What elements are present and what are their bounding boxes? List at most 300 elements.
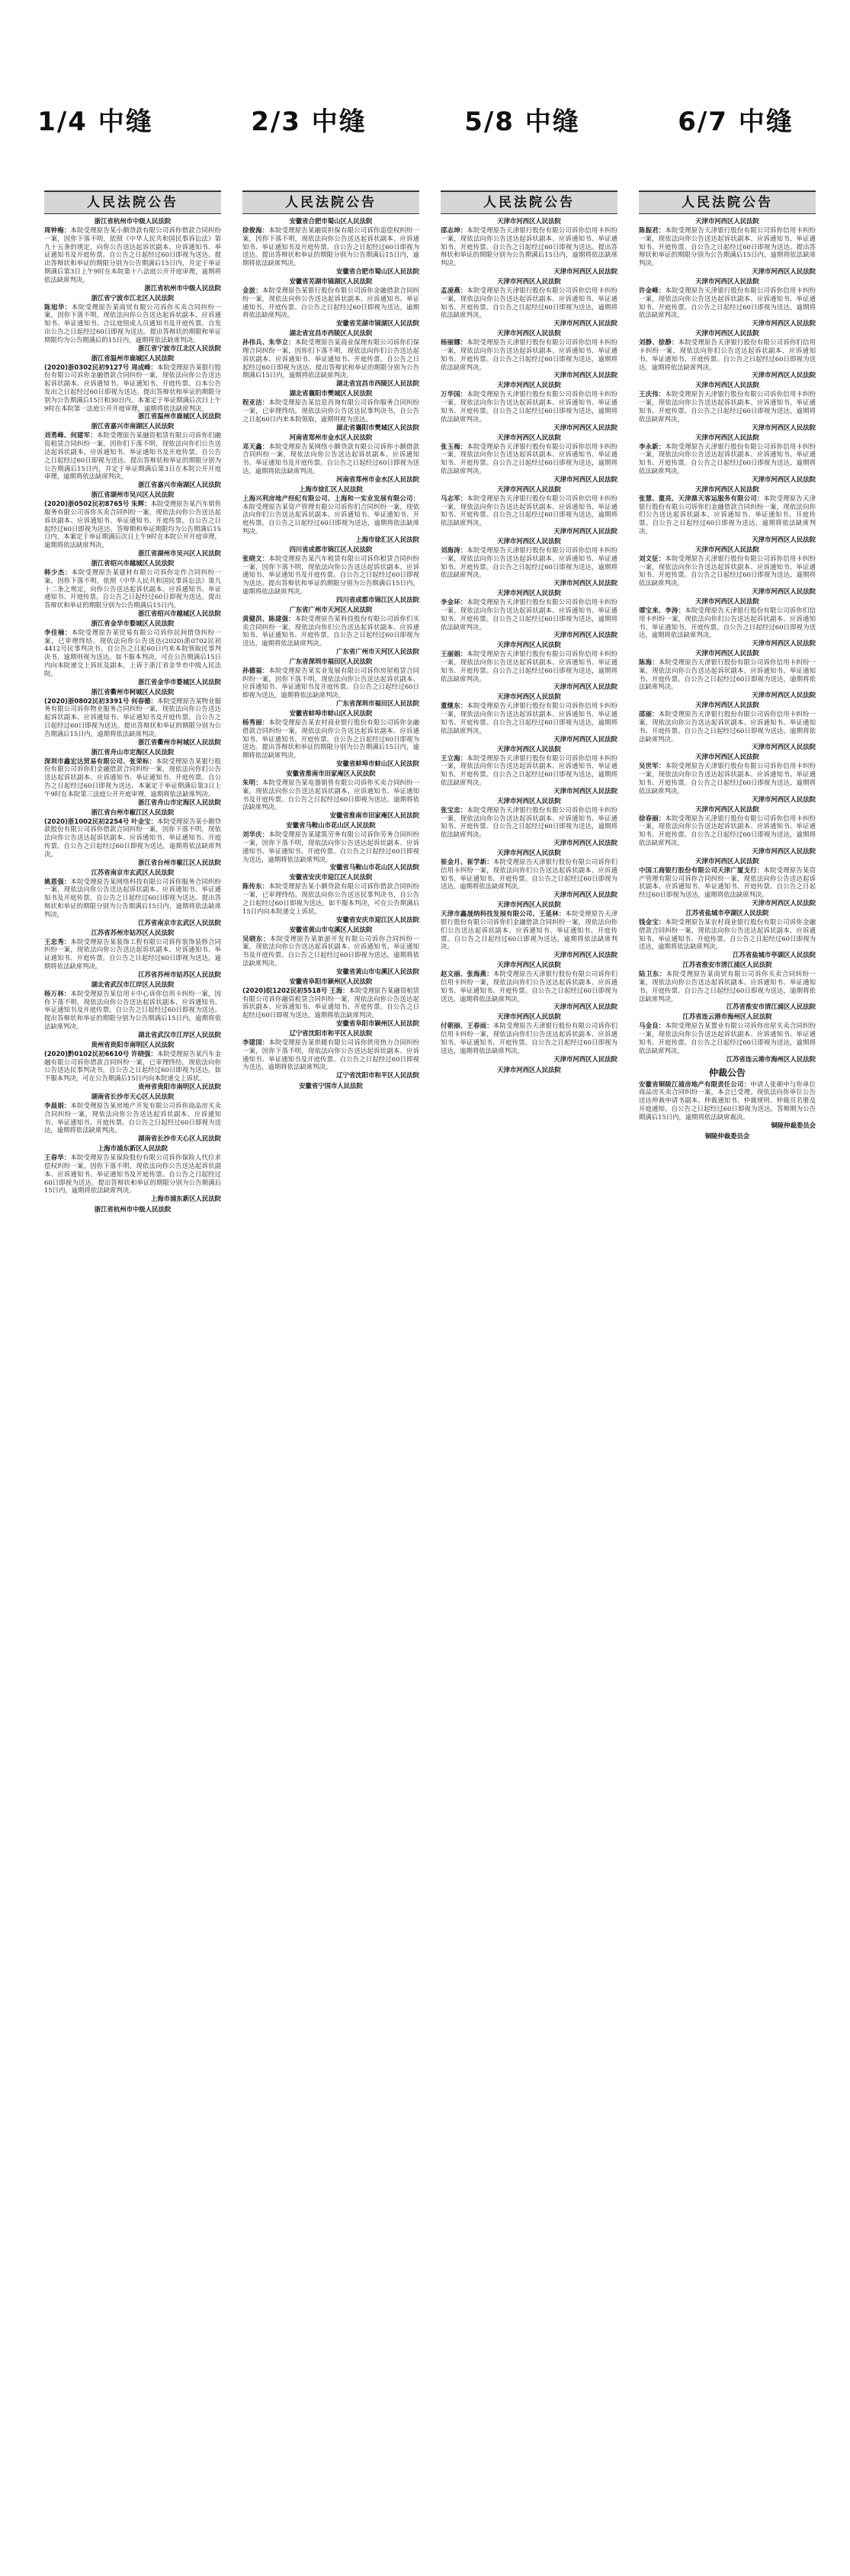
- court-notice: [242, 606, 419, 656]
- notice-party: 谭宝来、李涛：: [639, 606, 685, 614]
- notice-court-title: 天津市河西区人民法院: [497, 277, 561, 285]
- notice-text: [242, 286, 419, 319]
- notice-court-title: 上海市浦东新区人民法院: [97, 1144, 168, 1153]
- notice-text: [441, 286, 617, 319]
- notice-party: 韩少杰：: [44, 568, 72, 576]
- notice-body: 本院受理原告某贸易有限公司诉你民间借贷纠纷一案，已审理终结。现依法向你公告送达(2020)浙0702民初4412号民事判决书。自公告之日起60日内来本院领取民事判决书，逾期则视为送达。如不服本判决，可在公告期满后15日内向本院递交上诉状及副本，上诉于浙江省金华市中级人民法院。: [44, 628, 221, 677]
- notice-body: 本院受理原告某房地产开发有限公司诉你商品房买卖合同纠纷一案，现依法向你公告送达起诉状副本、应诉通知书、举证通知书、开庭传票。自公告之日起经过60日即视为送达，逾期将依法缺席判决。: [44, 1101, 221, 1134]
- notice-signature: 浙江省杭州市中级人民法院: [144, 283, 221, 292]
- notice-signature: 天津市河西区人民法院: [553, 526, 617, 535]
- court-notice: [44, 688, 221, 747]
- notice-body: 本院受理原告某信息咨询有限公司诉你服务合同纠纷一案，已审理终结。现依法向你公告送达民事判决书，自公告之日起60日内来本院领取，逾期则视为送达。: [242, 398, 419, 423]
- court-notice: [242, 926, 419, 976]
- column-header: 人民法院公告: [44, 190, 221, 214]
- notice-body: 本院受理原告某银行股份有限公司诉你们金融借款合同纠纷一案，现依法向你们公告送达起诉状副本、应诉通知书、举证通知书、开庭传票。自公告之日起经过60日即视为送达。本案定于举证期满后第3日上午9时在本院第三法庭公开开庭审理，逾期将依法缺席判决。: [44, 757, 221, 798]
- court-notice: [44, 869, 221, 927]
- court-notice: [44, 1041, 221, 1091]
- column-body: [441, 214, 617, 1074]
- notice-signature: 江苏省淮安市清江浦区人民法院: [726, 1003, 816, 1011]
- court-notice: [639, 381, 816, 431]
- notice-party: 王忠秀：: [44, 937, 71, 946]
- notice-court-title: 天津市河西区人民法院: [497, 217, 561, 225]
- notice-text: [242, 494, 419, 536]
- court-notice: [44, 422, 221, 489]
- notice-signature: 贵州省贵阳市南明区人民法院: [138, 1082, 221, 1090]
- notice-body: 本院受理原告某建筑劳务有限公司诉你劳务合同纠纷一案，因你下落不明，现依法向你公告送达起诉状副本、应诉通知书、举证通知书、开庭传票。自公告之日起经过60日即视为送达，逾期将依法缺席判决。: [242, 830, 419, 863]
- court-notice: [242, 1029, 419, 1080]
- notice-court-title: 四川省成都市锦江区人民法院: [289, 545, 373, 553]
- court-notice: [639, 857, 816, 907]
- notice-party: 杨秀丽：: [242, 718, 269, 727]
- arbitration-body: 申请人张朝申与你单位商品房买卖合同纠纷一案，本会已受理。现依法向你单位公告送达仲裁申请书副本、仲裁通知书、仲裁规则、仲裁员名册及开庭通知。自公告之日起经过60日即视为送达。答辩期为公告期满后15日内，逾期将依法缺席裁决。: [639, 1080, 816, 1121]
- notice-text: [242, 443, 419, 475]
- notice-party: 张宝忠：: [441, 805, 467, 814]
- notice-text: [44, 990, 221, 1031]
- notice-party: 陆卫东：: [639, 970, 666, 978]
- notice-party: 王立海：: [441, 754, 467, 762]
- notice-signature: 安徽省黄山市屯溪区人民法院: [336, 967, 419, 975]
- court-notice: [441, 537, 617, 587]
- notice-text: [242, 1038, 419, 1071]
- notice-court-title: 天津市河西区人民法院: [695, 701, 759, 709]
- notice-text: [639, 658, 816, 691]
- notice-text: [44, 878, 221, 919]
- court-notice: [441, 217, 617, 276]
- notice-body: 本院受理原告某物业服务有限公司诉你物业服务合同纠纷一案，现依法向你公告送达起诉状副本、应诉通知书、举证通知书及开庭传票。自公告之日起经过60日即视为送达。提出答辩状和举证的期限分别为公告期满后15日内，逾期将依法缺席判决。: [44, 696, 221, 738]
- notice-body: 本院受理原告天津银行股份有限公司诉你信用卡纠纷一案，现依法向你公告送达起诉状副本、应诉通知书、举证通知书、开庭传票。自公告之日起经过60日即视为送达，逾期将依法缺席判决。: [441, 650, 617, 683]
- notice-party: 刘静、徐静：: [639, 338, 678, 347]
- notice-text: [44, 1154, 221, 1195]
- notice-text: [242, 935, 419, 968]
- notice-text: [441, 970, 617, 1003]
- notice-court-title: 湖北省武汉市江岸区人民法院: [91, 980, 175, 988]
- notice-party: 孟凌燕：: [441, 286, 467, 294]
- notice-body: 本院受理原告某商业保理有限公司诉你们保理合同纠纷一案，因你们下落不明，现依法向你们公告送达起诉状副本、应诉通知书、举证通知书、开庭传票。自公告之日起经过60日即视为送达。提出答辩状和举证的期限分别为公告期满后15日内，逾期将依法缺席判决。: [242, 338, 419, 379]
- court-notice: [639, 753, 816, 803]
- notice-body: 本院受理原告某融资租赁有限公司诉你们融资租赁合同纠纷一案，因你们下落不明，现依法向你们公告送达起诉状副本、应诉通知书、举证通知书及开庭传票。自公告之日起经过60日即视为送达。提出答辩状和举证的期限分别为公告期满后15日内，并定于举证期满后第3日在本院公开开庭审理，逾期将依法缺席判决。: [44, 431, 221, 481]
- notice-party: 徐春丽：: [639, 814, 666, 822]
- notice-text: [441, 226, 617, 267]
- court-notice: [44, 981, 221, 1039]
- notice-text: [639, 494, 816, 536]
- notice-party: (2020)浙1002民初2254号 叶金宝：: [44, 817, 157, 825]
- notice-party: 王庆伟：: [639, 390, 666, 398]
- notice-text: [242, 338, 419, 379]
- court-notice: [44, 559, 221, 618]
- notice-body: 本院受理原告某汽车金融有限公司诉你借款合同纠纷一案，已审理终结。现依法向你公告送达民事判决书，自公告之日起经过60日即视为送达。如不服本判决，可在公告期满后15日内向本院递交上诉状。: [44, 1049, 221, 1083]
- notice-body: 本院受理原告某小额贷款有限公司诉你借款合同纠纷一案，因你下落不明，依照《中华人民共和国民事诉讼法》第九十五条的规定，向你公告送达起诉状副本、应诉通知书、举证通知书及开庭传票。自公告之日起经过60日即视为送达。提出答辩状和举证的期限分别为公告期满后15日内，并定于举证期满后第3日上午9时在本院第十八法庭公开开庭审理，逾期将依法缺席判决。: [44, 226, 221, 283]
- notice-party: 天津市鑫晟纳科技发展有限公司、王延林：: [441, 910, 566, 918]
- notice-text: [44, 500, 221, 549]
- court-notice: [441, 641, 617, 691]
- court-notice: [242, 329, 419, 388]
- court-notice: [242, 485, 419, 544]
- notice-party: 周钟梅：: [44, 226, 71, 234]
- notice-text: [441, 598, 617, 631]
- notice-court-title: 湖北省宜昌市西陵区人民法院: [289, 329, 373, 338]
- notice-party: 刘海涛：: [441, 546, 467, 554]
- notice-body: 本院受理原告天津银行股份有限公司诉你信用卡纠纷一案，现依法向你公告送达起诉状副本、应诉通知书、举证通知书、开庭传票。自公告之日起经过60日即视为送达，逾期将依法缺席判决。: [639, 286, 816, 319]
- notice-party: 陈旭华：: [44, 302, 72, 311]
- notice-body: 本院受理原告某保险股份有限公司诉你保险人代位求偿权纠纷一案，因你下落不明，现依法向你公告送达起诉状副本、应诉通知书、举证通知书及开庭传票。自公告之日起经过60日即视为送达。提出答辩状和举证的期限分别为公告期满后15日内，逾期将依法缺席判决。: [44, 1154, 221, 1195]
- notice-party: 许金峰：: [639, 286, 666, 294]
- notice-text: [44, 938, 221, 971]
- notice-signature: 天津市河西区人民法院: [553, 786, 617, 795]
- notice-court-title: 广东省广州市天河区人民法院: [289, 605, 373, 613]
- notice-signature: 天津市河西区人民法院: [553, 683, 617, 691]
- notice-court-title: 浙江省台州市椒江区人民法院: [91, 808, 175, 816]
- notice-body: 本院受理原告某网络科技有限公司诉你服务合同纠纷一案，现依法向你公告送达起诉状副本、应诉通知书、举证通知书及开庭传票。自公告之日起经过60日即视为送达。提出答辩状和举证的期限分别为公告期满后15日内，逾期将依法缺席判决。: [44, 877, 221, 918]
- notice-body: 本院受理原告某装饰工程有限公司诉你装饰装修合同纠纷一案，现依法向你公告送达起诉状副本、应诉通知书、举证通知书、开庭传票。自公告之日起经过60日即视为送达，逾期将依法缺席判决。: [44, 937, 221, 970]
- notice-signature: 天津市河西区人民法院: [752, 535, 816, 543]
- notice-party: (2020)浙0302民初9127号 周成峰：: [44, 363, 157, 371]
- notice-signature: 天津市河西区人民法院: [752, 691, 816, 699]
- notice-party: 马志军：: [441, 494, 467, 502]
- notice-party: 杨丽娜：: [441, 338, 467, 347]
- notice-party: 张慧、董亮、天津鼎天客运服务有限公司：: [639, 494, 764, 502]
- notice-body: 本院受理原告某资产管理有限公司诉你合同纠纷一案，现依法向你公告送达起诉状副本、应诉通知书、举证通知书、开庭传票。自公告之日起经过60日即视为送达，逾期将依法缺席判决。: [639, 866, 816, 899]
- court-notice: [639, 217, 816, 276]
- notice-party: 刘勇峰、何建军：: [44, 431, 97, 440]
- notice-signature: 浙江省绍兴市越城区人民法院: [138, 609, 221, 617]
- notice-text: [441, 806, 617, 839]
- notice-body: 本院受理原告天津银行股份有限公司诉你们信用卡纠纷一案，现依法向你们公告送达起诉状副本、应诉通知书、举证通知书、开庭传票。自公告之日起经过60日即视为送达，逾期将依法缺席判决。: [639, 606, 816, 639]
- notice-body: 本院受理原告天津银行股份有限公司诉你信用卡纠纷一案，现依法向你公告送达起诉状副本、应诉通知书、举证通知书、开庭传票。自公告之日起经过60日即视为送达，逾期将依法缺席判决。: [639, 814, 816, 847]
- notice-signature: 天津市河西区人民法院: [752, 639, 816, 648]
- court-notice: [242, 821, 419, 872]
- notice-body: 本院受理原告天津银行股份有限公司诉你信用卡纠纷一案，现依法向你公告送达起诉状副本、应诉通知书、举证通知书、开庭传票。自公告之日起经过60日即视为送达，逾期将依法缺席判决。: [441, 702, 617, 734]
- notice-party: 邵志坤：: [441, 226, 467, 234]
- notice-court-title: 天津市河西区人民法院: [695, 277, 759, 285]
- notice-party: (2020)浙0802民初3391号 何春德：: [44, 696, 157, 705]
- notice-court-title: 浙江省宁波市江北区人民法院: [91, 293, 175, 302]
- notice-body: 本院受理原告天津银行股份有限公司诉你信用卡纠纷一案，现依法向你公告送达起诉状副本、应诉通知书、举证通知书、开庭传票。自公告之日起经过60日即视为送达，逾期将依法缺席判决。: [441, 338, 617, 371]
- court-notice: [44, 1144, 221, 1203]
- notice-signature: 安徽省芜湖市镜湖区人民法院: [336, 319, 419, 328]
- court-notice: [441, 589, 617, 639]
- notice-body: 本院受理原告天津银行股份有限公司诉你信用卡纠纷一案，现依法向你公告送达起诉状副本、应诉通知书、举证通知书、开庭传票。自公告之日起经过60日即视为送达，逾期将依法缺席判决。: [441, 494, 617, 527]
- notice-text: [639, 1022, 816, 1054]
- notice-party: 钱金宝：: [639, 918, 666, 926]
- notice-court-title: 天津市河西区人民法院: [497, 1013, 561, 1021]
- notice-body: 本院受理原告某供暖有限公司诉你供用热力合同纠纷一案，因你下落不明，现依法向你公告送达起诉状副本、应诉通知书、举证通知书及开庭传票。自公告之日起经过60日即视为送达，逾期将依法缺席判决。: [242, 1038, 419, 1071]
- column-footer-signature: 浙江省杭州市中级人民法院: [94, 1205, 172, 1214]
- notice-signature: 天津市河西区人民法院: [752, 795, 816, 803]
- notice-signature: 浙江省舟山市定海区人民法院: [138, 798, 221, 806]
- notice-party: 李佳楠：: [44, 628, 72, 636]
- court-notice: [639, 1013, 816, 1063]
- notice-text: [242, 882, 419, 915]
- notice-party: 陈振君：: [639, 226, 666, 234]
- notice-text: [639, 762, 816, 795]
- notice-court-title: 安徽省安庆市迎江区人民法院: [289, 873, 373, 882]
- notice-court-title: 湖南省长沙市天心区人民法院: [91, 1092, 175, 1100]
- notice-court-title: 天津市河西区人民法院: [497, 589, 561, 597]
- notice-signature: 湖北省襄阳市樊城区人民法院: [336, 423, 419, 431]
- notice-text: [44, 431, 221, 481]
- notice-body: 本院受理原告天津银行股份有限公司诉你信用卡纠纷一案，现依法向你公告送达起诉状副本、应诉通知书、举证通知书、开庭传票。自公告之日起经过60日即视为送达，逾期将依法缺席判决。: [639, 554, 816, 587]
- notice-party: 李金环：: [441, 598, 467, 606]
- notice-text: [441, 546, 617, 579]
- notice-body: 本院受理原告某电器销售有限公司诉你买卖合同纠纷一案，现依法向你公告送达起诉状副本、应诉通知书、举证通知书及开庭传票。自公告之日起经过60日即视为送达，逾期将依法缺席判决。: [242, 779, 419, 811]
- notice-court-title: 天津市河西区人民法院: [695, 805, 759, 813]
- notice-signature: 天津市河西区人民法院: [553, 951, 617, 959]
- notice-text: [44, 818, 221, 859]
- arbitration-text: [639, 1080, 816, 1122]
- court-notice: [639, 434, 816, 484]
- notice-body: 本院受理原告天津银行股份有限公司诉你信用卡纠纷一案，现依法向你公告送达起诉状副本、应诉通知书、举证通知书、开庭传票。自公告之日起经过60日即视为送达，逾期将依法缺席判决。: [639, 390, 816, 423]
- court-notice: [639, 909, 816, 959]
- notice-signature: 安徽省淮南市田家庵区人民法院: [329, 811, 419, 820]
- notice-court-title: 天津市河西区人民法院: [695, 753, 759, 761]
- notice-signature: 广东省深圳市福田区人民法院: [336, 699, 419, 708]
- notice-body: 本院受理原告某建材有限公司诉你定作合同纠纷一案，因你下落不明，依照《中华人民共和国民事诉讼法》第九十二条之规定，向你公告送达起诉状副本、应诉通知书、举证通知书、开庭传票。自公告之日起经过60日即视为送达，提出答辩状和举证的期限分别为公告期满后15日内。: [44, 568, 221, 610]
- notice-body: 本院受理原告天津银行股份有限公司诉你信用卡纠纷一案，现依法向你公告送达起诉状副本、应诉通知书、举证通知书、开庭传票。自公告之日起经过60日即视为送达。提出答辩状和举证的期限分别为公告期满后15日内，逾期将依法缺席判决。: [441, 226, 617, 267]
- notice-signature: 湖北省宜昌市西陵区人民法院: [336, 379, 419, 388]
- notice-body: 本院受理原告某资产管理有限公司诉你们合同纠纷一案，现依法向你们公告送达起诉状副本、应诉通知书、举证通知书、开庭传票。自公告之日起经过60日即视为送达，逾期将依法缺席判决。: [242, 502, 419, 535]
- court-notice: [242, 217, 419, 276]
- notice-court-title: 浙江省衢州市柯城区人民法院: [91, 687, 175, 696]
- notice-court-title: 辽宁省沈阳市和平区人民法院: [289, 1029, 373, 1037]
- notice-party: 张晓文：: [242, 554, 269, 562]
- notice-body: 本院受理原告天津银行股份有限公司诉你信用卡纠纷一案，现依法向你公告送达起诉状副本、应诉通知书、举证通知书、开庭传票。自公告之日起经过60日即视为送达，逾期将依法缺席判决。: [441, 546, 617, 579]
- notice-signature: 天津市河西区人民法院: [553, 267, 617, 275]
- court-notice: [441, 329, 617, 379]
- notice-body: 本院受理原告某汽车租赁有限公司诉你租赁合同纠纷一案，因你下落不明，现依法向你公告送达起诉状副本、应诉通知书、举证通知书及开庭传票。自公告之日起经过60日即视为送达。提出答辩状和举证的期限分别为公告期满后15日内，逾期将依法缺席判决。: [242, 554, 419, 595]
- notice-signature: 江苏省南京市玄武区人民法院: [138, 918, 221, 926]
- notice-court-title: 天津市河西区人民法院: [695, 649, 759, 658]
- column-body: [639, 214, 816, 1141]
- court-notice: [441, 745, 617, 795]
- notice-text: [44, 1102, 221, 1134]
- notice-signature: 天津市河西区人民法院: [553, 423, 617, 431]
- notice-signature: 天津市河西区人民法院: [752, 899, 816, 907]
- notice-body: 本院受理原告天津银行股份有限公司诉你信用卡纠纷一案，现依法向你公告送达起诉状副本、应诉通知书、举证通知书、开庭传票。自公告之日起经过60日即视为送达，逾期将依法缺席判决。: [441, 805, 617, 839]
- notice-court-title: 天津市河西区人民法院: [497, 433, 561, 441]
- notice-court-title: 江苏省盐城市亭湖区人民法院: [685, 909, 769, 917]
- notice-party: 李永新：: [639, 442, 666, 450]
- notice-body: 本院受理原告某科技股份有限公司诉你们买卖合同纠纷一案，现依法向你们公告送达起诉状副本、应诉通知书、举证通知书、开庭传票。自公告之日起经过60日即视为送达，逾期将依法缺席判决。: [242, 614, 419, 648]
- court-notice: [639, 649, 816, 699]
- notice-court-title: 天津市河西区人民法院: [497, 901, 561, 909]
- court-notice: [44, 491, 221, 558]
- court-notice: [242, 546, 419, 604]
- notice-text: [441, 650, 617, 683]
- notice-text: [441, 338, 617, 371]
- notice-body: 本院受理原告天津银行股份有限公司诉你们金融借款合同纠纷一案，现依法向你们公告送达起诉状副本、应诉通知书、举证通知书、开庭传票。自公告之日起经过60日即视为送达，逾期将依法缺席判决。: [639, 494, 816, 535]
- notice-signature: 浙江省金华市婺城区人民法院: [138, 677, 221, 686]
- notice-body: 本院受理原告天津银行股份有限公司诉你信用卡纠纷一案，现依法向你公告送达起诉状副本、应诉通知书、举证通知书、开庭传票。自公告之日起经过60日即视为送达，逾期将依法缺席判决。: [441, 286, 617, 319]
- notice-signature: 湖北省武汉市江岸区人民法院: [138, 1030, 221, 1038]
- court-notice: [639, 546, 816, 596]
- notice-body: 本院受理原告天津银行股份有限公司诉你们信用卡纠纷一案，现依法向你们公告送达起诉状副本、应诉通知书、举证通知书、开庭传票。自公告之日起经过60日即视为送达，逾期将依法缺席判决。: [441, 1022, 617, 1054]
- notice-body: 本院受理原告某商贸有限公司诉你买卖合同纠纷一案，现依法向你公告送达起诉状副本、应诉通知书、举证通知书、开庭传票。自公告之日起经过60日即视为送达，逾期将依法缺席判决。: [639, 970, 816, 1003]
- notice-signature: 浙江省湖州市吴兴区人民法院: [138, 549, 221, 557]
- notice-court-title: 安徽省马鞍山市花山区人民法院: [286, 821, 376, 830]
- notice-body: 本院受理原告天津银行股份有限公司诉你们信用卡纠纷一案，现依法向你们公告送达起诉状副本、应诉通知书、举证通知书、开庭传票。自公告之日起经过60日即视为送达，逾期将依法缺席判决。: [441, 858, 617, 891]
- notice-signature: 浙江省嘉兴市南湖区人民法院: [138, 481, 221, 489]
- gutter-labels: [0, 101, 850, 146]
- notice-court-title: 安徽省淮南市田家庵区人民法院: [286, 770, 376, 778]
- notice-text: [44, 226, 221, 284]
- notice-body: 本院受理原告某汽车销售服务有限公司诉你买卖合同纠纷一案，现依法向你公告送达起诉状副本、应诉通知书、举证通知书、开庭传票。自公告之日起经过60日即视为送达。答辩期和举证期限均为公告期满后15日内，本案定于举证期满后次日上午9时在本院公开开庭审理，逾期将依法缺席判决。: [44, 500, 221, 549]
- notice-signature: 天津市河西区人民法院: [553, 1003, 617, 1011]
- notice-signature: 湖南省长沙市天心区人民法院: [138, 1134, 221, 1143]
- notice-signature: 天津市河西区人民法院: [553, 319, 617, 328]
- notice-text: [441, 443, 617, 475]
- arbitration-party: 安徽省铜陵江浦房地产有限责任公司：: [639, 1080, 751, 1088]
- court-notice: [242, 434, 419, 484]
- notice-body: 本院受理原告某旅游开发有限公司诉你合同纠纷一案，现依法向你公告送达起诉状副本、应诉通知书、举证通知书及开庭传票。自公告之日起经过60日即视为送达，逾期将依法缺席判决。: [242, 934, 419, 968]
- notice-column-2: [242, 190, 419, 2564]
- notice-body: 本院受理原告天津银行股份有限公司诉你信用卡纠纷一案，现依法向你公告送达起诉状副本、应诉通知书、举证通知书、开庭传票。自公告之日起经过60日即视为送达，逾期将依法缺席判决。: [639, 710, 816, 743]
- notice-party: 黄健洪、陈建强：: [242, 614, 295, 622]
- notice-text: [441, 1022, 617, 1054]
- notice-party: 金波：: [242, 286, 262, 294]
- notice-party: 张玉梅：: [441, 442, 467, 450]
- notice-signature: 安徽省合肥市蜀山区人民法院: [336, 267, 419, 275]
- notice-signature: 浙江省衢州市柯城区人民法院: [138, 738, 221, 746]
- notice-court-title: 天津市河西区人民法院: [497, 693, 561, 701]
- court-notice: [44, 748, 221, 807]
- notice-party: 李晨娟：: [44, 1101, 71, 1109]
- notice-text: [44, 1050, 221, 1083]
- notice-court-title: 浙江省舟山市定海区人民法院: [91, 747, 175, 756]
- notice-signature: 天津市河西区人民法院: [553, 891, 617, 899]
- notice-text: [44, 697, 221, 738]
- notice-party: 吴世军：: [639, 762, 666, 770]
- notice-text: [441, 910, 617, 951]
- notice-signature: 安徽省马鞍山市花山区人民法院: [329, 863, 419, 872]
- notice-court-title: 浙江省杭州市中级人民法院: [94, 217, 172, 225]
- notice-text: [44, 568, 221, 610]
- column-header: 人民法院公告: [242, 190, 419, 214]
- notice-body: 本院受理原告某小额贷款有限公司诉你借款合同纠纷一案，已审理终结。现依法向你公告送达民事判决书，自公告之日起经过60日即视为送达。如不服本判决，可在公告期满后15日内向本院递交上诉状。: [242, 882, 419, 915]
- court-notice: [242, 277, 419, 328]
- court-notice: [441, 961, 617, 1011]
- notice-signature: 天津市河西区人民法院: [553, 579, 617, 587]
- notice-party: (2020)黔0102民初6610号 许晓强：: [44, 1049, 157, 1058]
- notice-signature: 辽宁省沈阳市和平区人民法院: [336, 1071, 419, 1080]
- notice-party: 孙伟兵、朱华立：: [242, 338, 295, 347]
- notice-party: (2020)皖1202民初5518号 王海：: [242, 986, 349, 994]
- arbitration-notice: [639, 1067, 816, 1130]
- notice-party: 刘华庆：: [242, 830, 269, 839]
- notice-text: [242, 987, 419, 1019]
- notice-signature: 安徽省蚌埠市蚌山区人民法院: [336, 760, 419, 768]
- court-notice: [242, 770, 419, 820]
- court-notice: [44, 354, 221, 421]
- notice-body: 本院受理原告某小额贷款股份有限公司诉你借款合同纠纷一案，因你下落不明，现依法向你公告送达起诉状副本、应诉通知书、举证通知书、开庭传票。自公告之日起经过60日即视为送达，逾期将依法缺席判决。: [44, 817, 221, 858]
- notice-text: [639, 814, 816, 847]
- notice-signature: 天津市河西区人民法院: [553, 371, 617, 379]
- notice-signature: 四川省成都市锦江区人民法院: [336, 595, 419, 603]
- notice-text: [242, 718, 419, 760]
- notice-signature: 安徽省安庆市迎江区人民法院: [336, 915, 419, 923]
- notice-column-4: [639, 190, 816, 2564]
- notice-party: 王春华：: [44, 1154, 71, 1162]
- notice-body: 本院受理原告天津银行股份有限公司诉你们信用卡纠纷一案，现依法向你们公告送达起诉状副本、应诉通知书、举证通知书、开庭传票。自公告之日起经过60日即视为送达，逾期将依法缺席判决。: [441, 970, 617, 1003]
- notice-court-title: 河南省郑州市金水区人民法院: [289, 433, 373, 441]
- notice-court-title: 天津市河西区人民法院: [497, 485, 561, 493]
- notice-court-title: 江苏省南京市玄武区人民法院: [91, 868, 175, 876]
- court-notice: [441, 1013, 617, 1063]
- court-notice: [639, 961, 816, 1011]
- notice-signature: 天津市河西区人民法院: [752, 423, 816, 431]
- notice-signature: 江苏省连云港市海州区人民法院: [726, 1054, 816, 1063]
- notice-text: [44, 757, 221, 798]
- gutter-label-6-7: 6/7 中缝: [678, 107, 794, 137]
- court-notice: [242, 709, 419, 768]
- notice-text: [639, 606, 816, 639]
- notice-text: [242, 226, 419, 267]
- court-notice: [44, 217, 221, 293]
- notice-court-title: 天津市河西区人民法院: [695, 217, 759, 225]
- notice-text: [441, 390, 617, 423]
- notice-signature: 天津市河西区人民法院: [553, 475, 617, 483]
- notice-body: 本院受理原告天津银行股份有限公司诉你信用卡纠纷一案，现依法向你公告送达起诉状副本、应诉通知书、举证通知书、开庭传票。自公告之日起经过60日即视为送达，逾期将依法缺席判决。: [441, 442, 617, 475]
- notice-court-title: 天津市河西区人民法院: [497, 381, 561, 389]
- notice-signature: 天津市河西区人民法院: [553, 1054, 617, 1063]
- notice-text: [242, 555, 419, 596]
- notice-signature: 天津市河西区人民法院: [752, 587, 816, 595]
- notice-court-title: 天津市河西区人民法院: [695, 433, 759, 441]
- court-notice: [441, 434, 617, 484]
- notice-text: [639, 970, 816, 1003]
- notice-body: 本院受理原告某实业发展有限公司诉你房屋租赁合同纠纷一案，因你下落不明，现依法向你公告送达起诉状副本、应诉通知书、举证通知书及开庭传票。自公告之日起经过60日即视为送达，逾期将依法缺席判决。: [242, 666, 419, 699]
- notice-court-title: 天津市河西区人民法院: [695, 485, 759, 493]
- notice-body: 本院受理原告天津银行股份有限公司诉你信用卡纠纷一案，现依法向你公告送达起诉状副本、应诉通知书、举证通知书、开庭传票。自公告之日起经过60日即视为送达，逾期将依法缺席判决。: [441, 390, 617, 423]
- notice-column-1: [44, 190, 221, 2564]
- notice-court-title: 天津市河西区人民法院: [497, 849, 561, 857]
- notice-court-title: 浙江省金华市婺城区人民法院: [91, 619, 175, 627]
- notice-text: [242, 615, 419, 648]
- notice-party: (2020)浙0502民初8765号 朱辉：: [44, 500, 151, 508]
- notice-body: 本院受理原告天津银行股份有限公司诉你信用卡纠纷一案，现依法向你公告送达起诉状副本、应诉通知书、举证通知书、开庭传票。自公告之日起经过60日即视为送达，逾期将依法缺席判决。: [639, 442, 816, 475]
- notice-text: [44, 363, 221, 413]
- notice-text: [639, 338, 816, 371]
- notice-party: 王丽娟：: [441, 650, 467, 658]
- notice-body: 本院受理原告某融资担保有限公司诉你追偿权纠纷一案，因你下落不明，现依法向你公告送达起诉状副本、应诉通知书、举证通知书及开庭传票。自公告之日起经过60日即视为送达。提出答辩状和举证的期限分别为公告期满后15日内，逾期将依法缺席判决。: [242, 226, 419, 267]
- notice-body: 本院受理原告某信用卡中心诉你信用卡纠纷一案，因你下落不明，现依法向你公告送达起诉状副本、应诉通知书、举证通知书及开庭传票。自公告之日起经过60日即视为送达。提出答辩状和举证的期限分别为公告期满后15日内，逾期将依法缺席判决。: [44, 989, 221, 1030]
- notice-body: 本院受理原告天津银行股份有限公司诉你信用卡纠纷一案，现依法向你公告送达起诉状副本、应诉通知书、举证通知书、开庭传票。自公告之日起经过60日即视为送达，逾期将依法缺席判决。: [441, 754, 617, 787]
- court-notice: [441, 797, 617, 847]
- notice-party: 中国工商银行股份有限公司天津广厦支行：: [639, 866, 764, 874]
- notice-signature: 天津市河西区人民法院: [553, 734, 617, 743]
- notice-body: 本院受理原告某商贸有限公司诉你买卖合同纠纷一案，因你下落不明，现依法向你公告送达起诉状副本、应诉通知书、举证通知书、合议庭组成人员通知书及开庭传票。自发出公告之日起经过60日即视为送达。提出答辩状的期限和举证期限均为公告期满后的15日内，逾期将依法缺席判决。: [44, 302, 221, 344]
- column-footer-signature: 安徽省宁国市人民法院: [299, 1082, 363, 1090]
- notice-party: 赵文丽、张海燕：: [441, 970, 493, 978]
- notice-party: 付朝丽、王春雨：: [441, 1022, 493, 1030]
- notice-court-title: 安徽省合肥市蜀山区人民法院: [289, 217, 373, 225]
- notice-party: 吴晓东：: [242, 934, 270, 942]
- notice-court-title: 安徽省芜湖市镜湖区人民法院: [289, 277, 373, 285]
- notice-text: [441, 494, 617, 527]
- court-notice: [44, 619, 221, 686]
- notice-party: 深圳市鑫宏达贸易有限公司、张荣标：: [44, 757, 156, 765]
- notice-body: 本院受理原告某融资租赁有限公司诉你融资租赁合同纠纷一案，现依法向你公告送达起诉状副本、应诉通知书、举证通知书、开庭传票。自公告之日起经过60日即视为送达，逾期将依法缺席判决。: [242, 986, 419, 1019]
- court-notice: [639, 277, 816, 328]
- court-notice: [44, 808, 221, 867]
- notice-text: [242, 830, 419, 863]
- notice-court-title: 浙江省绍兴市越城区人民法院: [91, 558, 175, 567]
- notice-party: 李建国：: [242, 1038, 269, 1046]
- notice-signature: 江苏省苏州市姑苏区人民法院: [138, 970, 221, 978]
- notice-signature: 上海市浦东新区人民法院: [150, 1195, 221, 1203]
- arbitration-signature: 铜陵仲裁委员会: [771, 1121, 816, 1129]
- court-notice: [44, 929, 221, 979]
- court-notice: [441, 381, 617, 431]
